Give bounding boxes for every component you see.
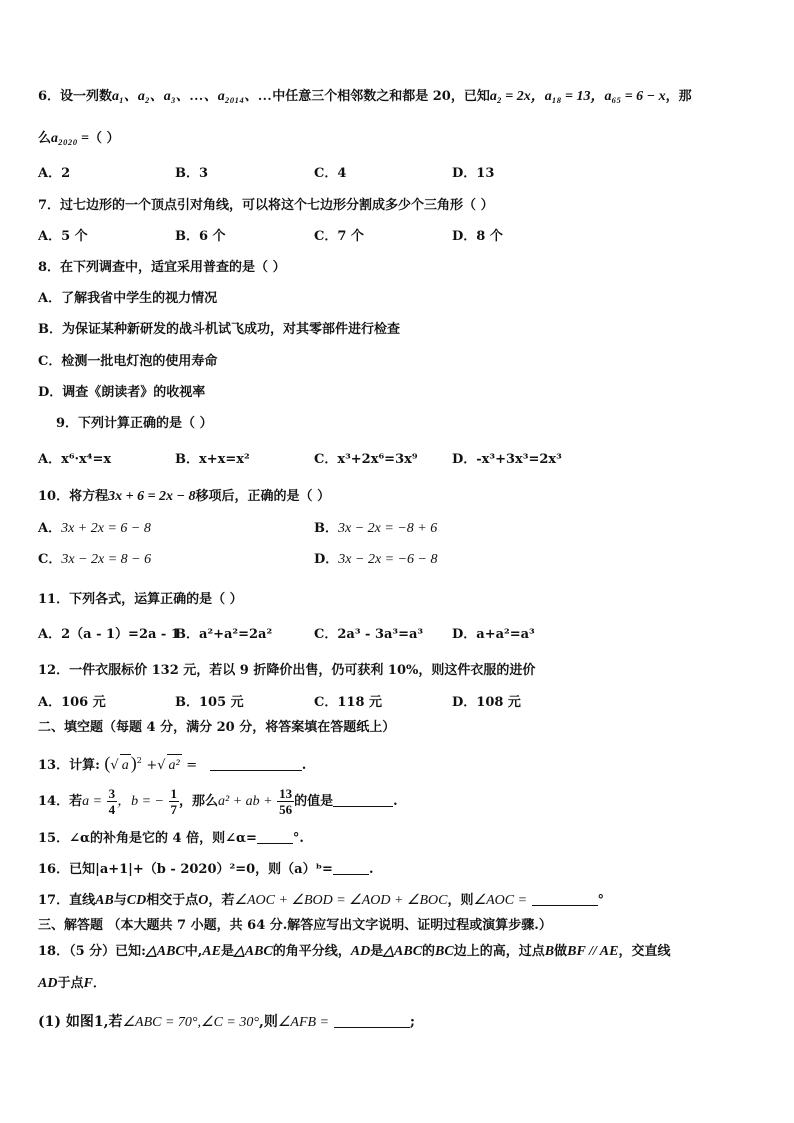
q6-line2 xyxy=(38,131,120,147)
q17-point-o: O xyxy=(198,893,209,908)
q8-option-b: B．为保证某种新研发的战斗机试飞成功，对其零部件进行检查 xyxy=(38,322,400,337)
q18-at-point: 于点 xyxy=(57,976,84,991)
q13-line xyxy=(38,750,306,777)
q18-a: 18．（5 分）已知: xyxy=(38,944,146,959)
q18-triangle-2: △ABC xyxy=(233,944,273,959)
q11-option-d: D．a+a²=a³ xyxy=(452,627,535,642)
q13-radicand: a xyxy=(120,754,131,777)
q13-sqrt-sign: √ xyxy=(110,758,119,773)
q18-parallel: BF // AE xyxy=(567,944,619,959)
q6-option-b: B．3 xyxy=(175,166,209,181)
q6-paren: （ ） xyxy=(89,131,120,146)
q13-paren-open: ( xyxy=(104,753,111,773)
q13-equals: = xyxy=(186,758,198,773)
q11-option-b: B．a²+a²=2a² xyxy=(175,627,273,642)
q6-stem: 6．设一列数 xyxy=(38,89,113,104)
q18-part1-given: ∠ABC = 70°,∠C = 30° xyxy=(122,1015,259,1030)
q14-fraction-a-den: 4 xyxy=(108,802,116,817)
q6-stem-b: 中任意三个相邻数之和都是 20，已知 xyxy=(272,89,490,104)
q18-line2-end: ． xyxy=(92,976,106,991)
q10-option-a xyxy=(38,521,151,537)
q18-line1 xyxy=(38,944,670,960)
q18-b: 中, xyxy=(184,944,203,959)
q10-equation: 3x + 6 = 2x − 8 xyxy=(108,489,196,504)
q11-option-a: A．2（a - 1）=2a - 1 xyxy=(38,627,180,642)
q14-tail: 的值是 xyxy=(294,794,334,809)
q18-f: 的 xyxy=(422,944,436,959)
q10-stem-a: 10．将方程 xyxy=(38,489,109,504)
q13-exponent: 2 xyxy=(136,756,142,765)
q14-then: ，那么 xyxy=(179,794,219,809)
q10-option-c-expr: 3x − 2x = 8 − 6 xyxy=(61,552,152,567)
q18-part1 xyxy=(38,1014,415,1031)
q9-option-a: A．x⁶·x⁴=x xyxy=(38,452,112,467)
q16-text: 16．已知|a+1|+（b - 2020）²=0，则（a）ᵇ= xyxy=(38,862,333,877)
q13-radicand-2: a² xyxy=(167,754,182,777)
q10-stem xyxy=(38,489,330,505)
q7-option-d: D．8 个 xyxy=(452,229,503,244)
q13-sqrt-sign-2: √ xyxy=(157,758,166,773)
q18-line-ad: AD xyxy=(38,976,58,991)
q18-point-b: B xyxy=(544,944,555,959)
q7-option-a: A．5 个 xyxy=(38,229,88,244)
q6-option-c: C．4 xyxy=(314,166,347,181)
q18-triangle-3: △ABC xyxy=(383,944,423,959)
q10-option-b-label: B． xyxy=(314,521,338,536)
q18-d: 的角平分线， xyxy=(272,944,351,959)
q18-g: 边上的高，过点 xyxy=(453,944,545,959)
q18-segment-ad: AD xyxy=(350,944,371,959)
q10-option-b xyxy=(314,521,437,537)
q14-label: 14．若 xyxy=(38,794,83,809)
q11-option-c: C．2a³ - 3a³=a³ xyxy=(314,627,424,642)
q18-part1-ask: ∠AFB = xyxy=(277,1015,329,1030)
q10-option-a-label: A． xyxy=(38,521,62,536)
q17-e: ，则 xyxy=(447,893,474,908)
q18-e: 是 xyxy=(370,944,384,959)
q13-period: . xyxy=(301,758,307,773)
q14-expression: a² + ab + xyxy=(218,794,273,809)
q18-segment-bc: BC xyxy=(435,944,454,959)
q14-fraction-a-num: 3 xyxy=(108,786,116,801)
q17-a: 17．直线 xyxy=(38,893,96,908)
q9-stem: 9．下列计算正确的是（ ） xyxy=(56,416,213,431)
q6-option-d: D．13 xyxy=(452,166,495,181)
q18-part1-end: ; xyxy=(409,1014,416,1030)
q15-line xyxy=(38,831,304,847)
q9-option-c: C．x³+2x⁶=3x⁹ xyxy=(314,452,418,467)
q17-line-cd: CD xyxy=(126,893,147,908)
q12-option-d: D．108 元 xyxy=(452,695,521,710)
q10-option-c xyxy=(38,552,151,568)
q7-option-b: B．6 个 xyxy=(175,229,226,244)
q17-b: 与 xyxy=(113,893,127,908)
q17-line xyxy=(38,893,604,909)
q13-plus: + xyxy=(146,758,158,773)
q14-line xyxy=(38,784,398,820)
q18-i: ，交直线 xyxy=(618,944,671,959)
q12-option-b: B．105 元 xyxy=(175,695,244,710)
q10-option-a-expr: 3x + 2x = 6 − 8 xyxy=(61,521,151,536)
q6-sequence: a₁、a₂、a₃、…、a₂₀₁₄、… xyxy=(112,89,273,104)
q18-triangle-1: △ABC xyxy=(145,944,185,959)
q16-period: . xyxy=(368,862,374,877)
q6-option-a: A．2 xyxy=(38,166,71,181)
section-fill-in-heading: 二、填空题（每题 4 分，满分 20 分，将答案填在答题纸上） xyxy=(38,720,396,735)
q17-c: 相交于点 xyxy=(146,893,199,908)
q8-option-a: A．了解我省中学生的视力情况 xyxy=(38,291,218,306)
q17-d: ，若 xyxy=(208,893,235,908)
q14-fraction-b-den: 7 xyxy=(170,802,178,817)
q10-option-d-label: D． xyxy=(314,552,339,567)
q9-option-d: D．-x³+3x³=2x³ xyxy=(452,452,562,467)
q7-stem: 7．过七边形的一个顶点引对角线，可以将这个七边形分割成多少个三角形（ ） xyxy=(38,198,494,213)
q18-part1-then: ,则 xyxy=(258,1014,278,1030)
q12-option-c: C．118 元 xyxy=(314,695,383,710)
q17-equation: ∠AOC + ∠BOD = ∠AOD + ∠BOC xyxy=(234,893,448,908)
q14-fraction-b-num: 1 xyxy=(170,786,178,801)
q6-conditions: a₂ = 2x，a₁₈ = 13，a₆₅ = 6 − x xyxy=(489,89,666,104)
q6-ask: a₂₀₂₀ = xyxy=(51,131,90,146)
q14-fraction-c-num: 13 xyxy=(279,786,293,801)
q14-answer-blank[interactable] xyxy=(333,794,393,807)
q18-c: 是 xyxy=(220,944,234,959)
q10-option-c-label: C． xyxy=(38,552,62,567)
q18-part1-answer-blank[interactable] xyxy=(334,1015,410,1028)
q14-period: . xyxy=(393,794,398,809)
q8-option-d: D．调查《朗读者》的收视率 xyxy=(38,385,206,400)
q16-line xyxy=(38,862,373,878)
q17-ask: ∠AOC = xyxy=(473,893,528,908)
q9-option-b: B．x+x=x² xyxy=(175,452,250,467)
q18-segment-ae: AE xyxy=(202,944,221,959)
q15-text: 15．∠α的补角是它的 4 倍，则∠α= xyxy=(38,831,257,846)
section-solve-heading: 三、解答题 （本大题共 7 小题，共 64 分.解答应写出文字说明、证明过程或演算步骤.） xyxy=(38,918,552,933)
q15-answer-blank[interactable] xyxy=(257,831,293,844)
q18-point-f: F xyxy=(83,976,93,991)
q8-option-c: C．检测一批电灯泡的使用寿命 xyxy=(38,354,218,369)
q18-line2 xyxy=(38,976,106,992)
q6-word: 么 xyxy=(38,131,52,146)
q17-answer-blank[interactable] xyxy=(532,893,598,906)
q8-stem: 8．在下列调查中，适宜采用普查的是（ ） xyxy=(38,260,286,275)
q10-option-b-expr: 3x − 2x = −8 + 6 xyxy=(338,521,438,536)
q7-option-c: C．7 个 xyxy=(314,229,364,244)
q12-option-a: A．106 元 xyxy=(38,695,106,710)
q18-part1-a: (1) 如图1,若 xyxy=(38,1014,123,1030)
q14-fraction-a xyxy=(107,786,118,817)
q13-answer-blank[interactable] xyxy=(210,758,302,771)
q17-degree: ° xyxy=(597,893,605,908)
q18-h: 做 xyxy=(554,944,568,959)
q17-line-ab: AB xyxy=(95,893,114,908)
q10-option-d xyxy=(314,552,438,568)
q14-fraction-c xyxy=(277,786,294,817)
q6-line1 xyxy=(38,89,692,105)
q11-stem: 11．下列各式，运算正确的是（ ） xyxy=(38,592,243,607)
q14-b-equals: ，b = − xyxy=(117,794,164,809)
q10-option-d-expr: 3x − 2x = −6 − 8 xyxy=(338,552,438,567)
q6-stem-c: ，那 xyxy=(665,89,692,104)
q12-stem: 12．一件衣服标价 132 元，若以 9 折降价出售，仍可获利 10%，则这件衣服的进价 xyxy=(38,663,536,678)
q14-a-equals: a = xyxy=(82,794,103,809)
q15-end: °. xyxy=(292,831,304,846)
q13-paren-close: ) xyxy=(130,753,137,773)
q10-stem-b: 移项后，正确的是（ ） xyxy=(195,489,331,504)
q14-fraction-c-den: 56 xyxy=(279,802,293,817)
q14-fraction-b xyxy=(169,786,180,817)
q16-answer-blank[interactable] xyxy=(333,862,369,875)
q13-label: 13．计算: xyxy=(38,758,100,773)
